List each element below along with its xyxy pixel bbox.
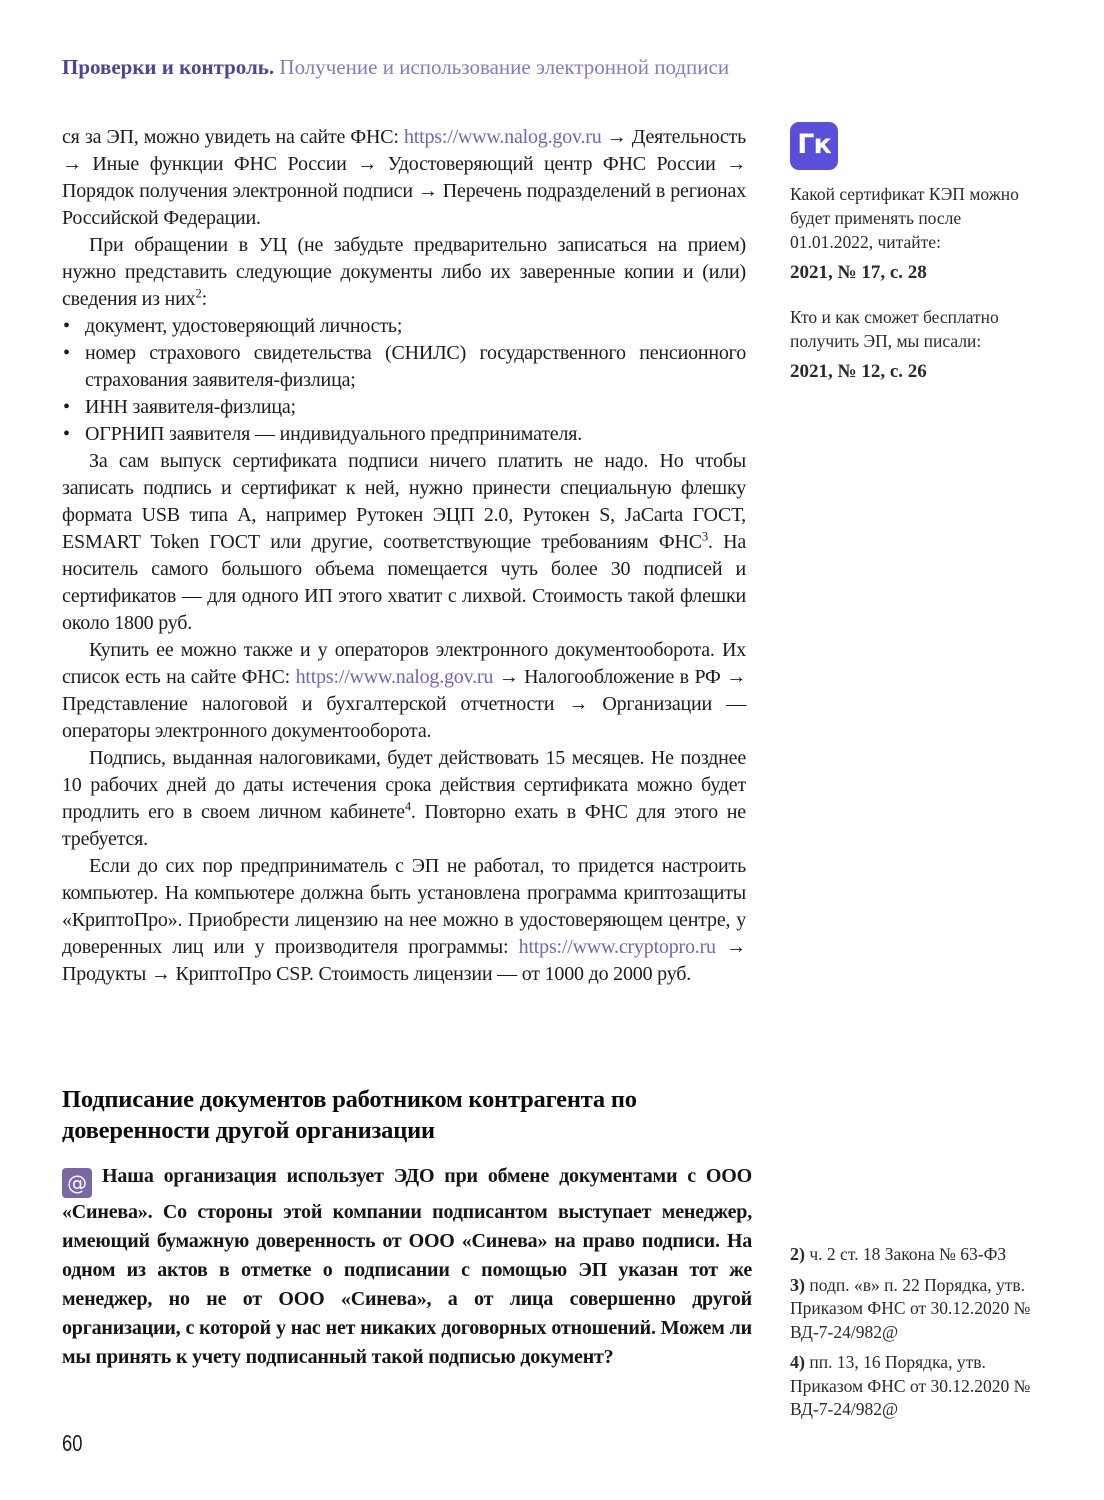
paragraph-text: → Деятельность → Иные функции ФНС России → Удостоверяющий центр ФНС России → Порядок получения электронной подписи → Перечень подразделений в регионах Российской Федерации. [62,126,747,229]
footnote-marker-2: 2 [195,286,202,301]
paragraph-text: → Налогообложение в РФ → Представление налоговой и бухгалтерской отчетности → Организации — операторы электронного документооборота. [62,666,746,742]
main-text-column [62,124,746,988]
paragraph-text: Купить ее можно также и у операторов электронного документооборота. Их список есть на сайте ФНС: [62,639,746,688]
cryptopro-link[interactable]: https://www.cryptopro.ru [518,936,716,958]
footnotes-block [790,1243,1038,1429]
running-head-section: Проверки и контроль. [62,55,275,79]
footnote-number: 2) [790,1244,805,1264]
sidebar-note: Какой сертификат КЭП можно будет применять после 01.01.2022, читайте: [790,184,1019,252]
paragraph-cryptopro [62,853,746,988]
running-head-subtitle: Получение и использование электронной подписи [274,55,730,79]
paragraph-uc-documents [62,232,746,313]
paragraph-text: . На носитель самого большого объема помещается чуть более 30 подписей и сертификатов — для одного ИП этого хватит с лихвой. Стоимость такой флешки около 1800 руб. [62,531,746,634]
list-item [62,313,746,340]
bullet-icon: • [63,342,70,364]
paragraph-text: При обращении в УЦ (не забудьте предварительно записаться на прием) нужно представить следующие документы либо их заверенные копии и (или) сведения из них [62,234,746,310]
paragraph-edo-operators [62,637,746,745]
footnote-marker-4: 4 [404,799,411,814]
sidebar-note: Кто и как сможет бесплатно получить ЭП, мы писали: [790,307,999,351]
footnote-text: ч. 2 ст. 18 Закона № 63-ФЗ [809,1244,1007,1264]
paragraph-text: Если до сих пор предприниматель с ЭП не работал, то придется настроить компьютер. На компьютере должна быть установлена программа криптозащиты «КриптоПро». Приобрести лицензию на нее можно в удостоверяющем центре, у доверенных лиц или у производителя программы: [62,855,746,958]
footnote-number: 4) [790,1352,805,1372]
paragraph-usb-token [62,448,746,637]
list-item [62,394,746,421]
footnote-text: подп. «в» п. 22 Порядка, утв. Приказом ФНС от 30.12.2020 № ВД-7-24/982@ [790,1274,1031,1342]
documents-list [62,313,746,448]
sidebar-issue-ref: 2021, № 17, с. 28 [790,262,927,283]
paragraph-text: Подпись, выданная налоговиками, будет действовать 15 месяцев. Не позднее 10 рабочих дней до даты истечения срока действия сертификата можно будет продлить его в своем личном кабинете [62,747,746,823]
section-heading: Подписание документов работником контрагента по доверенности другой организации [62,1086,637,1144]
paragraph-validity [62,745,746,853]
reader-question [62,1162,752,1372]
list-item-text: ОГРНИП заявителя — индивидуального предпринимателя. [85,423,583,445]
list-item [62,340,746,394]
paragraph-text: . Повторно ехать в ФНС для этого не требуется. [62,801,746,850]
sidebar [790,122,1022,384]
bullet-icon: • [63,315,70,337]
list-item-text: номер страхового свидетельства (СНИЛС) государственного пенсионного страхования заявителя-физлица; [85,342,746,391]
paragraph-text: За сам выпуск сертификата подписи ничего платить не надо. Но чтобы записать подпись и сертификат к ней, нужно принести специальную флешку формата USB типа А, например Рутокен ЭЦП 2.0, Рутокен S, JaCarta ГОСТ, ESMART Token ГОСТ или другие, соответствующие требованиям ФНС [62,450,746,553]
footnote-text: пп. 13, 16 Порядка, утв. Приказом ФНС от 30.12.2020 № ВД-7-24/982@ [790,1352,1031,1419]
glavnaya-kniga-logo-icon [790,122,838,170]
list-item [62,421,746,448]
logo-text: Гк [797,129,831,160]
footnote [790,1243,1038,1267]
nalog-gov-link[interactable]: https://www.nalog.gov.ru [403,126,602,148]
paragraph-text: ся за ЭП, можно увидеть на сайте ФНС: [62,126,404,148]
sidebar-issue-ref: 2021, № 12, с. 26 [790,361,927,382]
footnote [790,1351,1038,1422]
footnote-marker-3: 3 [701,529,708,544]
running-head [62,54,962,80]
list-item-text: документ, удостоверяющий личность; [85,315,403,337]
question-text: Наша организация использует ЭДО при обмене документами с ООО «Синева». Со стороны этой компании подписантом выступает менеджер, имеющий бумажную доверенность от ООО «Синева» на право подписи. На одном из актов в отметке о подписании с помощью ЭП указан тот же менеджер, но не от ООО «Синева», а от лица совершенно другой организации, с которой у нас нет никаких договорных отношений. Можем ли мы принять к учету подписанный такой подписью документ? [62,1165,752,1368]
footnote-number: 3) [790,1274,805,1295]
at-icon: @ [62,1168,92,1198]
page-number: 60 [62,1430,83,1456]
bullet-icon: • [63,423,70,445]
footnote [790,1274,1038,1345]
paragraph-fns-site [62,124,746,232]
nalog-gov-link[interactable]: https://www.nalog.gov.ru [295,666,494,688]
bullet-icon: • [63,396,70,418]
list-item-text: ИНН заявителя-физлица; [85,396,296,418]
paragraph-text: → Продукты → КриптоПро CSP. Стоимость лицензии — от 1000 до 2000 руб. [62,936,746,985]
paragraph-text: : [201,288,207,310]
